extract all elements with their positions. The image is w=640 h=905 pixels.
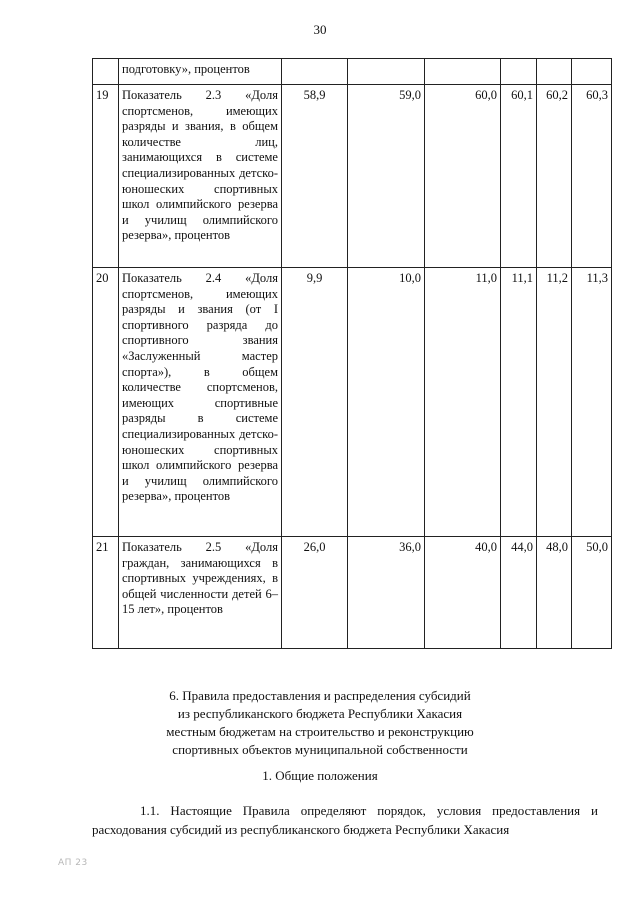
value-cell: 11,1 [501, 268, 537, 537]
value-cell: 10,0 [348, 268, 425, 537]
section-title-line: местным бюджетам на строительство и реконструкцию [166, 724, 474, 739]
value-cell: 60,2 [537, 85, 572, 268]
page-number: 30 [313, 22, 327, 37]
section-title-line: из республиканского бюджета Республики Хакасия [177, 706, 463, 721]
section-title [0, 687, 640, 759]
value-cell: 11,3 [572, 268, 612, 537]
table-row [93, 537, 612, 649]
row-number-cell [93, 59, 119, 85]
value-cell: 9,9 [282, 268, 348, 537]
section-title-line: 6. Правила предоставления и распределения субсидий [169, 688, 471, 703]
value-cell: 59,0 [348, 85, 425, 268]
description-cell: Показатель 2.3 «Доля спортсменов, имеющих разряды и звания, в общем количестве лиц, занимающихся в системе специализированных детско-юношеских спортивных школ олимпийского резерва и училищ олимпийского резерва», процентов [119, 85, 282, 268]
value-cell: 58,9 [282, 85, 348, 268]
table-row [93, 59, 612, 85]
indicators-table [92, 58, 612, 649]
section-title-line: спортивных объектов муниципальной собственности [172, 742, 468, 757]
value-cell: 50,0 [572, 537, 612, 649]
value-cell: 26,0 [282, 537, 348, 649]
row-number-cell: 21 [93, 537, 119, 649]
value-cell: 60,0 [425, 85, 501, 268]
table-row [93, 268, 612, 537]
value-cell: 11,0 [425, 268, 501, 537]
row-number-cell: 19 [93, 85, 119, 268]
row-number-cell: 20 [93, 268, 119, 537]
value-cell: 60,1 [501, 85, 537, 268]
description-cell: Показатель 2.5 «Доля граждан, занимающихся в спортивных учреждениях, в общей численности детей 6–15 лет», процентов [119, 537, 282, 649]
value-cell: 60,3 [572, 85, 612, 268]
subsection-title: 1. Общие положения [262, 768, 378, 783]
value-cell: 11,2 [537, 268, 572, 537]
footer-mark: АП 23 [58, 858, 88, 868]
table-row [93, 85, 612, 268]
value-cell: 40,0 [425, 537, 501, 649]
value-cell: 36,0 [348, 537, 425, 649]
description-cell: подготовку», процентов [119, 59, 282, 85]
value-cell: 48,0 [537, 537, 572, 649]
body-paragraph: 1.1. Настоящие Правила определяют порядок, условия предоставления и расходования субсидий из республиканского бюджета Республики Хакасия [92, 803, 598, 837]
value-cell: 44,0 [501, 537, 537, 649]
description-cell: Показатель 2.4 «Доля спортсменов, имеющих разряды и звания (от I спортивного разряда до спортивного звания «Заслуженный мастер спорта»), в общем количестве спортсменов, имеющих спортивные разряды в системе специализированных детско-юношеских спортивных школ олимпийского резерва и училищ олимпийского резерва», процентов [119, 268, 282, 537]
